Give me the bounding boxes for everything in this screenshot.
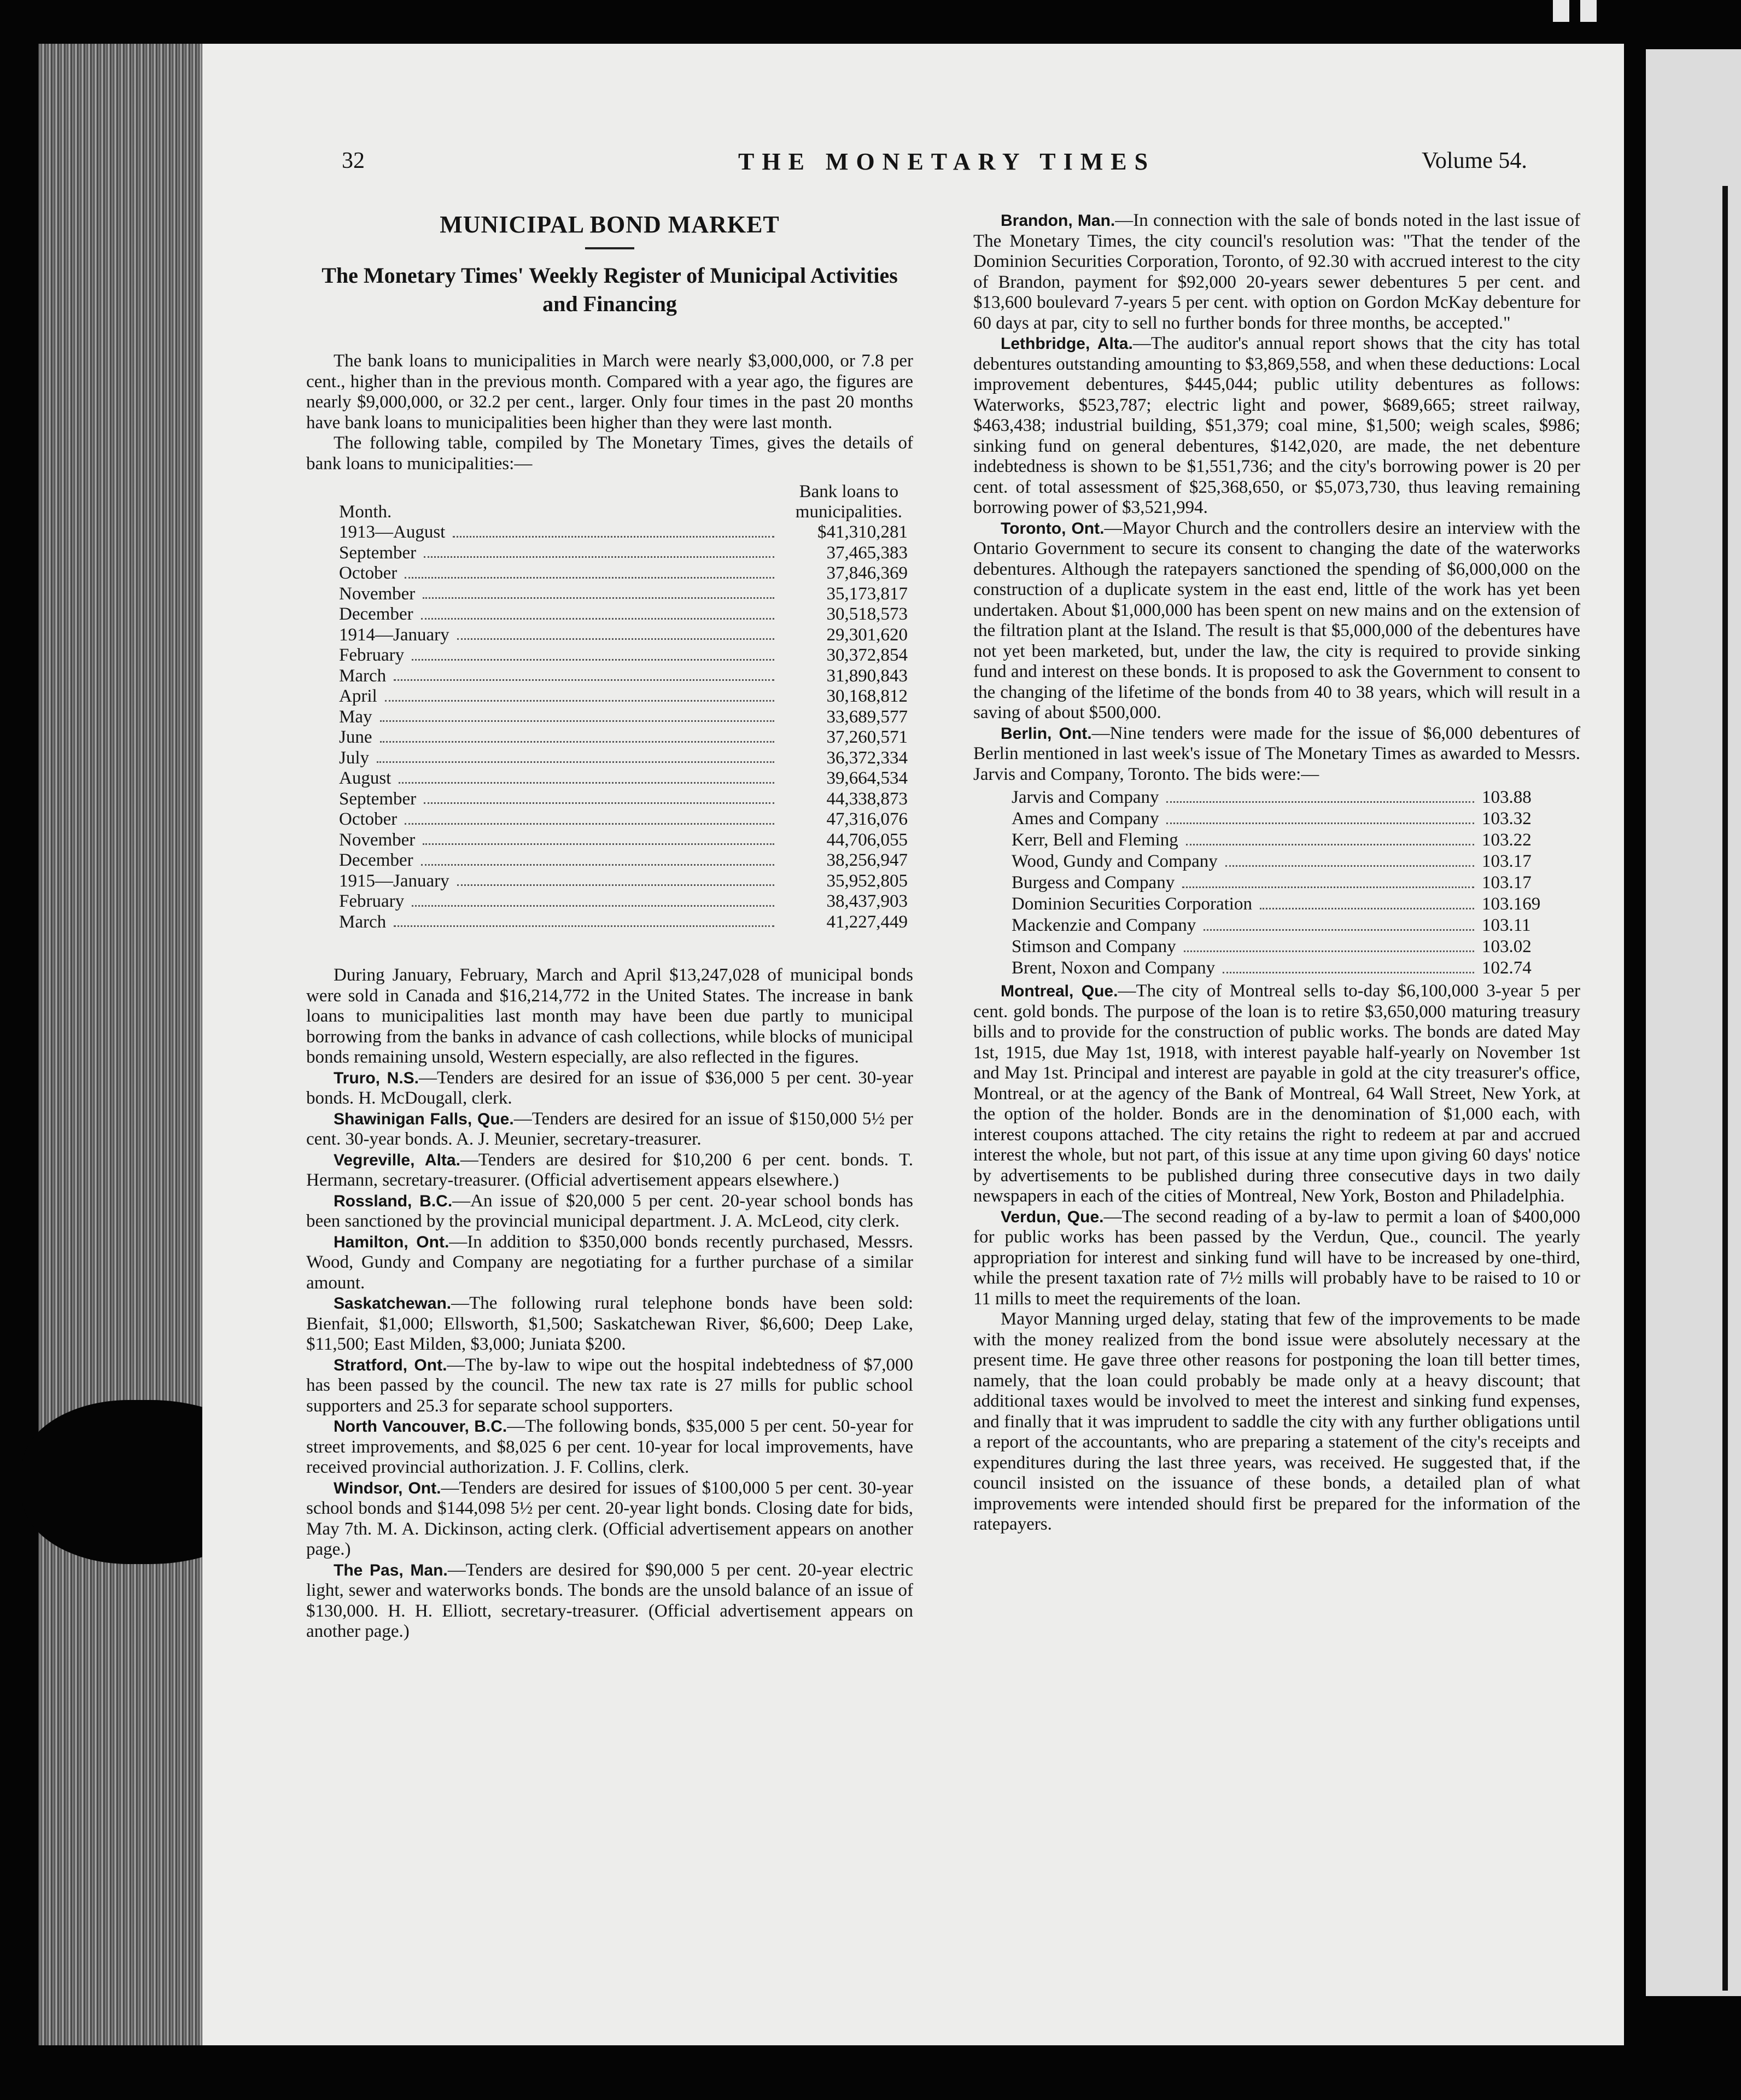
municipal-item — [306, 1416, 913, 1478]
item-toronto: Toronto, Ont.—Mayor Church and the controllers desire an interview with the Ontario Government to secure its consent to changing the date of the waterworks debentures. Although the ratepayers sanctioned the spending of $6,000,000 on the construction of a duplicate system in the east end, little of the work has yet been undertaken. About $1,000,000 has been spent on new mains and on the extension of the filtration plant at the Island. The result is that $5,000,000 of the debentures have not yet been marketed, but, under the law, the city is required to provide sinking fund and interest on these bonds. It is proposed to ask the Government to consent to the changing of the lifetime of the bonds from 40 to 38 years, which will result in a saving of about $500,000. — [973, 518, 1580, 722]
loan-value-cell: 44,338,873 — [826, 789, 908, 809]
loan-value-cell: 38,437,903 — [826, 891, 908, 911]
item-place: Saskatchewan. — [334, 1294, 452, 1312]
item-text: —Tenders are desired for an issue of $36,000 5 per cent. 30-year bonds. H. McDougall, clerk. — [306, 1068, 914, 1108]
municipal-item — [306, 1150, 913, 1191]
table-row — [339, 748, 908, 769]
left-column — [306, 211, 913, 1642]
article-title: MUNICIPAL BOND MARKET — [440, 211, 780, 238]
bidder-name: Stimson and Company — [1012, 937, 1176, 956]
item-montreal: Montreal, Que.—The city of Montreal sells to-day $6,100,000 3-year 5 per cent. gold bonds. The purpose of the loan is to retire $3,650,000 maturing treasury bills and to provide for the construction of public works. The bonds are dated May 1st, 1915, due May 1st, 1918, with interest payable half-yearly on November 1st and May 1st. Principal and interest are payable in gold at the city treasurer's office, Montreal, or at the agency of the Bank of Montreal, 64 Wall Street, New York, at the option of the holder. Bonds are in the denomination of $1,000 each, with interest coupons attached. The city retains the right to redeem at par and accrued interest the whole, but not part, of this issue at any time upon giving 60 days' notice by advertisements to be published during three consecutive days in two daily newspapers in each of the cities of Montreal, New York, Boston and Philadelphia. — [973, 981, 1580, 1206]
table-row — [339, 830, 908, 851]
month-cell: June — [339, 727, 372, 747]
bid-value: 103.02 — [1482, 937, 1532, 956]
month-cell: May — [339, 707, 372, 727]
item-berlin: Berlin, Ont.—Nine tenders were made for the issue of $6,000 debentures of Berlin mentioned in last week's issue of The Monetary Times as awarded to Messrs. Jarvis and Company, Toronto. The bids were:— — [973, 723, 1580, 784]
municipal-item — [306, 1293, 913, 1355]
item-place: Rossland, B.C. — [334, 1192, 453, 1210]
loan-value-cell: $41,310,281 — [817, 522, 908, 542]
month-cell: December — [339, 850, 413, 870]
municipal-item — [306, 1560, 913, 1642]
item-place: Windsor, Ont. — [334, 1479, 441, 1497]
bid-row — [1012, 915, 1564, 936]
municipal-items — [306, 1068, 913, 1642]
item-place: Truro, N.S. — [334, 1069, 419, 1087]
loan-value-cell: 39,664,534 — [826, 768, 908, 788]
table-row — [339, 850, 908, 871]
item-lethbridge: Lethbridge, Alta.—The auditor's annual report shows that the city has total debentures outstanding amounting to $3,869,558, and when these deductions: Local improvement debentures, $445,044; public utility debentures as follows: Waterworks, $523,787; electric light and power, $689,665; street railway, $463,438; industrial building, $51,379; coal mine, $1,500; weigh scales, $986; sinking fund on general debentures, $142,020, are made, the net debenture indebtedness is shown to be $1,551,736; and the city's borrowing power is 20 per cent. of total assessment of $25,368,650, or $5,073,730, thus leaving remaining borrowing power of $3,521,994. — [973, 334, 1581, 517]
month-cell: November — [339, 584, 416, 604]
table-row — [339, 789, 908, 810]
bidder-name: Ames and Company — [1012, 809, 1159, 829]
bidder-name: Brent, Noxon and Company — [1012, 958, 1216, 978]
table-row — [339, 522, 908, 543]
bid-row — [1012, 830, 1564, 851]
table-row — [339, 584, 908, 605]
bid-row — [1012, 787, 1564, 808]
bidder-name: Kerr, Bell and Fleming — [1012, 830, 1178, 850]
item-place: North Vancouver, B.C. — [334, 1418, 507, 1436]
month-cell: October — [339, 563, 398, 583]
loan-value-cell: 30,168,812 — [826, 686, 908, 706]
municipal-item — [306, 1191, 913, 1232]
item-text: —An issue of $20,000 5 per cent. 20-year school bonds has been sanctioned by the provincial municipal department. J. A. McLeod, city clerk. — [306, 1191, 913, 1231]
item-place: Shawinigan Falls, Que. — [334, 1110, 514, 1128]
title-rule — [585, 247, 634, 249]
sales-paragraph: During January, February, March and April $13,247,028 of municipal bonds were sold in Canada and $16,214,772 in the United States. The increase in bank loans to municipalities last month may have been due partly to municipal borrowing from the banks in advance of cash collections, while blocks of municipal bonds remaining unsold, Western especially, are also reflected in the figures. — [306, 965, 913, 1067]
bid-row — [1012, 936, 1564, 958]
item-place: The Pas, Man. — [334, 1561, 448, 1579]
table-row — [339, 645, 908, 666]
month-cell: September — [339, 542, 417, 563]
table-row — [339, 563, 908, 584]
bid-row — [1012, 851, 1564, 872]
item-place: Stratford, Ont. — [334, 1356, 447, 1374]
bid-value: 103.17 — [1482, 851, 1532, 871]
bidder-name: Dominion Securities Corporation — [1012, 894, 1252, 914]
item-text: —The following bonds, $35,000 5 per cent. 50-year for street improvements, and $8,025 6 per cent. 10-year for local improvements, have received provincial authorization. J. F. Collins, clerk. — [306, 1416, 913, 1477]
table-row — [339, 604, 908, 625]
bid-value: 103.32 — [1482, 809, 1532, 829]
bids-table — [1012, 787, 1564, 979]
table-row — [339, 727, 908, 748]
loan-value-cell: 37,846,369 — [826, 563, 908, 583]
month-cell: February — [339, 645, 405, 665]
month-cell: November — [339, 830, 416, 850]
volume-label: Volume 54. — [1422, 148, 1527, 173]
item-place: Vegreville, Alta. — [334, 1151, 460, 1169]
table-row — [339, 891, 908, 912]
book-page-edges — [38, 44, 202, 2045]
month-column-header: Month. — [339, 502, 392, 522]
bid-value: 103.22 — [1482, 830, 1532, 850]
loan-value-cell: 36,372,334 — [826, 748, 908, 768]
bid-value: 103.17 — [1482, 873, 1532, 892]
loan-value-cell: 35,952,805 — [826, 871, 908, 891]
loan-value-cell: 37,465,383 — [826, 542, 908, 563]
item-text: —Tenders are desired for $90,000 5 per cent. 20-year electric light, sewer and waterworks bonds. The bonds are the unsold balance of an issue of $130,000. H. H. Elliott, secretary-treasurer. (Official advertisement appears on another page.) — [306, 1560, 913, 1641]
article-subtitle: The Monetary Times' Weekly Register of Municipal Activities and Financing — [322, 263, 898, 316]
value-column-header: Bank loans to municipalities. — [795, 482, 902, 522]
bid-row — [1012, 808, 1564, 830]
loan-value-cell: 44,706,055 — [826, 830, 908, 850]
table-row — [339, 625, 908, 646]
month-cell: 1915—January — [339, 871, 449, 891]
month-cell: September — [339, 789, 417, 809]
item-place: Hamilton, Ont. — [334, 1233, 449, 1251]
month-cell: March — [339, 666, 387, 686]
item-text: —The following rural telephone bonds have been sold: Bienfait, $1,000; Ellsworth, $1,500; Saskatchewan River, $6,600; Deep Lake, $11,500; East Milden, $3,000; Juniata $200. — [306, 1293, 913, 1354]
loan-value-cell: 33,689,577 — [826, 707, 908, 727]
table-row — [339, 809, 908, 830]
page-number: 32 — [342, 148, 365, 173]
month-cell: October — [339, 809, 398, 829]
table-row — [339, 871, 908, 892]
month-cell: 1914—January — [339, 625, 449, 645]
item-text: —In addition to $350,000 bonds recently purchased, Messrs. Wood, Gundy and Company are negotiating for a further purchase of a similar amount. — [306, 1232, 913, 1293]
bidder-name: Mackenzie and Company — [1012, 915, 1196, 935]
loan-value-cell: 41,227,449 — [826, 912, 908, 932]
bid-value: 103.169 — [1482, 894, 1541, 914]
table-rows — [339, 522, 908, 932]
right-column — [973, 211, 1580, 1535]
intro-paragraph: The bank loans to municipalities in March were nearly $3,000,000, or 7.8 per cent., higher than in the previous month. Compared with a year ago, the figures are nearly $9,000,000, or 32.2 per cent., larger. Only four times in the past 20 months have bank loans to municipalities been higher than they were last month. — [306, 351, 913, 433]
bid-row — [1012, 872, 1564, 894]
loan-value-cell: 38,256,947 — [826, 850, 908, 870]
loan-value-cell: 30,372,854 — [826, 645, 908, 665]
item-verdun: Verdun, Que.—The second reading of a by-law to permit a loan of $400,000 for public works has been passed by the Verdun, Que., council. The yearly appropriation for interest and sinking fund will have to be increased by one-third, while the present taxation rate of 7½ mills will probably have to be raised to 10 or 11 mills to meet the requirements of the loan. — [973, 1206, 1580, 1309]
bid-value: 102.74 — [1482, 958, 1532, 978]
adjacent-page — [1646, 49, 1741, 1996]
month-cell: 1913—August — [339, 522, 446, 542]
magazine-page — [202, 44, 1624, 2045]
municipal-item — [306, 1355, 913, 1417]
table-intro-paragraph: The following table, compiled by The Monetary Times, gives the details of bank loans to municipalities:— — [306, 433, 913, 474]
municipal-item — [306, 1068, 913, 1109]
table-row — [339, 543, 908, 564]
bidder-name: Jarvis and Company — [1012, 788, 1159, 807]
table-row — [339, 666, 908, 687]
month-cell: March — [339, 912, 387, 932]
item-text: —Tenders are desired for $10,200 6 per cent. bonds. T. Hermann, secretary-treasurer. (Official advertisement appears elsewhere.) — [306, 1150, 913, 1190]
municipal-item — [306, 1232, 913, 1294]
bid-value: 103.11 — [1482, 915, 1531, 935]
month-cell: April — [339, 686, 377, 706]
bidder-name: Wood, Gundy and Company — [1012, 851, 1218, 871]
loan-value-cell: 30,518,573 — [826, 604, 908, 624]
item-text: —Tenders are desired for an issue of $150,000 5½ per cent. 30-year bonds. A. J. Meunier, secretary-treasurer. — [306, 1109, 914, 1149]
municipal-item — [306, 1109, 913, 1150]
month-cell: July — [339, 748, 370, 768]
bid-row — [1012, 894, 1564, 915]
journal-title: THE MONETARY TIMES — [738, 148, 1156, 175]
bid-value: 103.88 — [1482, 788, 1532, 807]
item-text: —The by-law to wipe out the hospital indebtedness of $7,000 has been passed by the council. The new tax rate is 27 mills for public school supporters and 25.3 for separate school supporters. — [306, 1355, 913, 1416]
bidder-name: Burgess and Company — [1012, 873, 1175, 892]
table-row — [339, 912, 908, 933]
bank-loans-table — [339, 482, 908, 932]
loan-value-cell: 47,316,076 — [826, 809, 908, 829]
month-cell: February — [339, 891, 405, 911]
table-row — [339, 768, 908, 789]
loan-value-cell: 37,260,571 — [826, 727, 908, 747]
municipal-item — [306, 1478, 913, 1560]
item-text: —Tenders are desired for issues of $100,000 5 per cent. 30-year school bonds and $144,098 5½ per cent. 20-year light bonds. Closing date for bids, May 7th. M. A. Dickinson, acting clerk. (Official advertisement appears on another page.) — [306, 1478, 913, 1559]
month-cell: December — [339, 604, 413, 624]
item-brandon: Brandon, Man.—In connection with the sale of bonds noted in the last issue of The Monetary Times, the city council's resolution was: "That the tender of the Dominion Securities Corporation, Toronto, of 92.30 with accrued interest to the city of Brandon, payment for $92,000 20-years sewer debentures 5 per cent. and $13,600 boulevard 7-years 5 per cent. with option on Gordon McKay debenture for 60 days at par, city to sell no further bonds for three months, be accepted." — [973, 211, 1580, 333]
bid-row — [1012, 958, 1564, 979]
table-row — [339, 707, 908, 728]
loan-value-cell: 35,173,817 — [826, 584, 908, 604]
table-header — [339, 482, 908, 522]
loan-value-cell: 29,301,620 — [826, 625, 908, 645]
month-cell: August — [339, 768, 392, 788]
manning-paragraph: Mayor Manning urged delay, stating that few of the improvements to be made with the money realized from the bond issue were absolutely necessary at the present time. He gave three other reasons for postponing the loan till better times, namely, that the loan could probably be made only at a heavy discount; that additional taxes would be involved to meet the interest and sinking fund expenses, and finally that it was imprudent to saddle the city with any further obligations until a report of the accountants, who are preparing a statement of the city's receipts and expenditures during the last three years, was received. He suggested that, if the council insisted on the issuance of these bonds, a detailed plan of what improvements were intended should first be prepared for the information of the ratepayers. — [973, 1309, 1580, 1534]
table-row — [339, 686, 908, 707]
loan-value-cell: 31,890,843 — [826, 666, 908, 686]
